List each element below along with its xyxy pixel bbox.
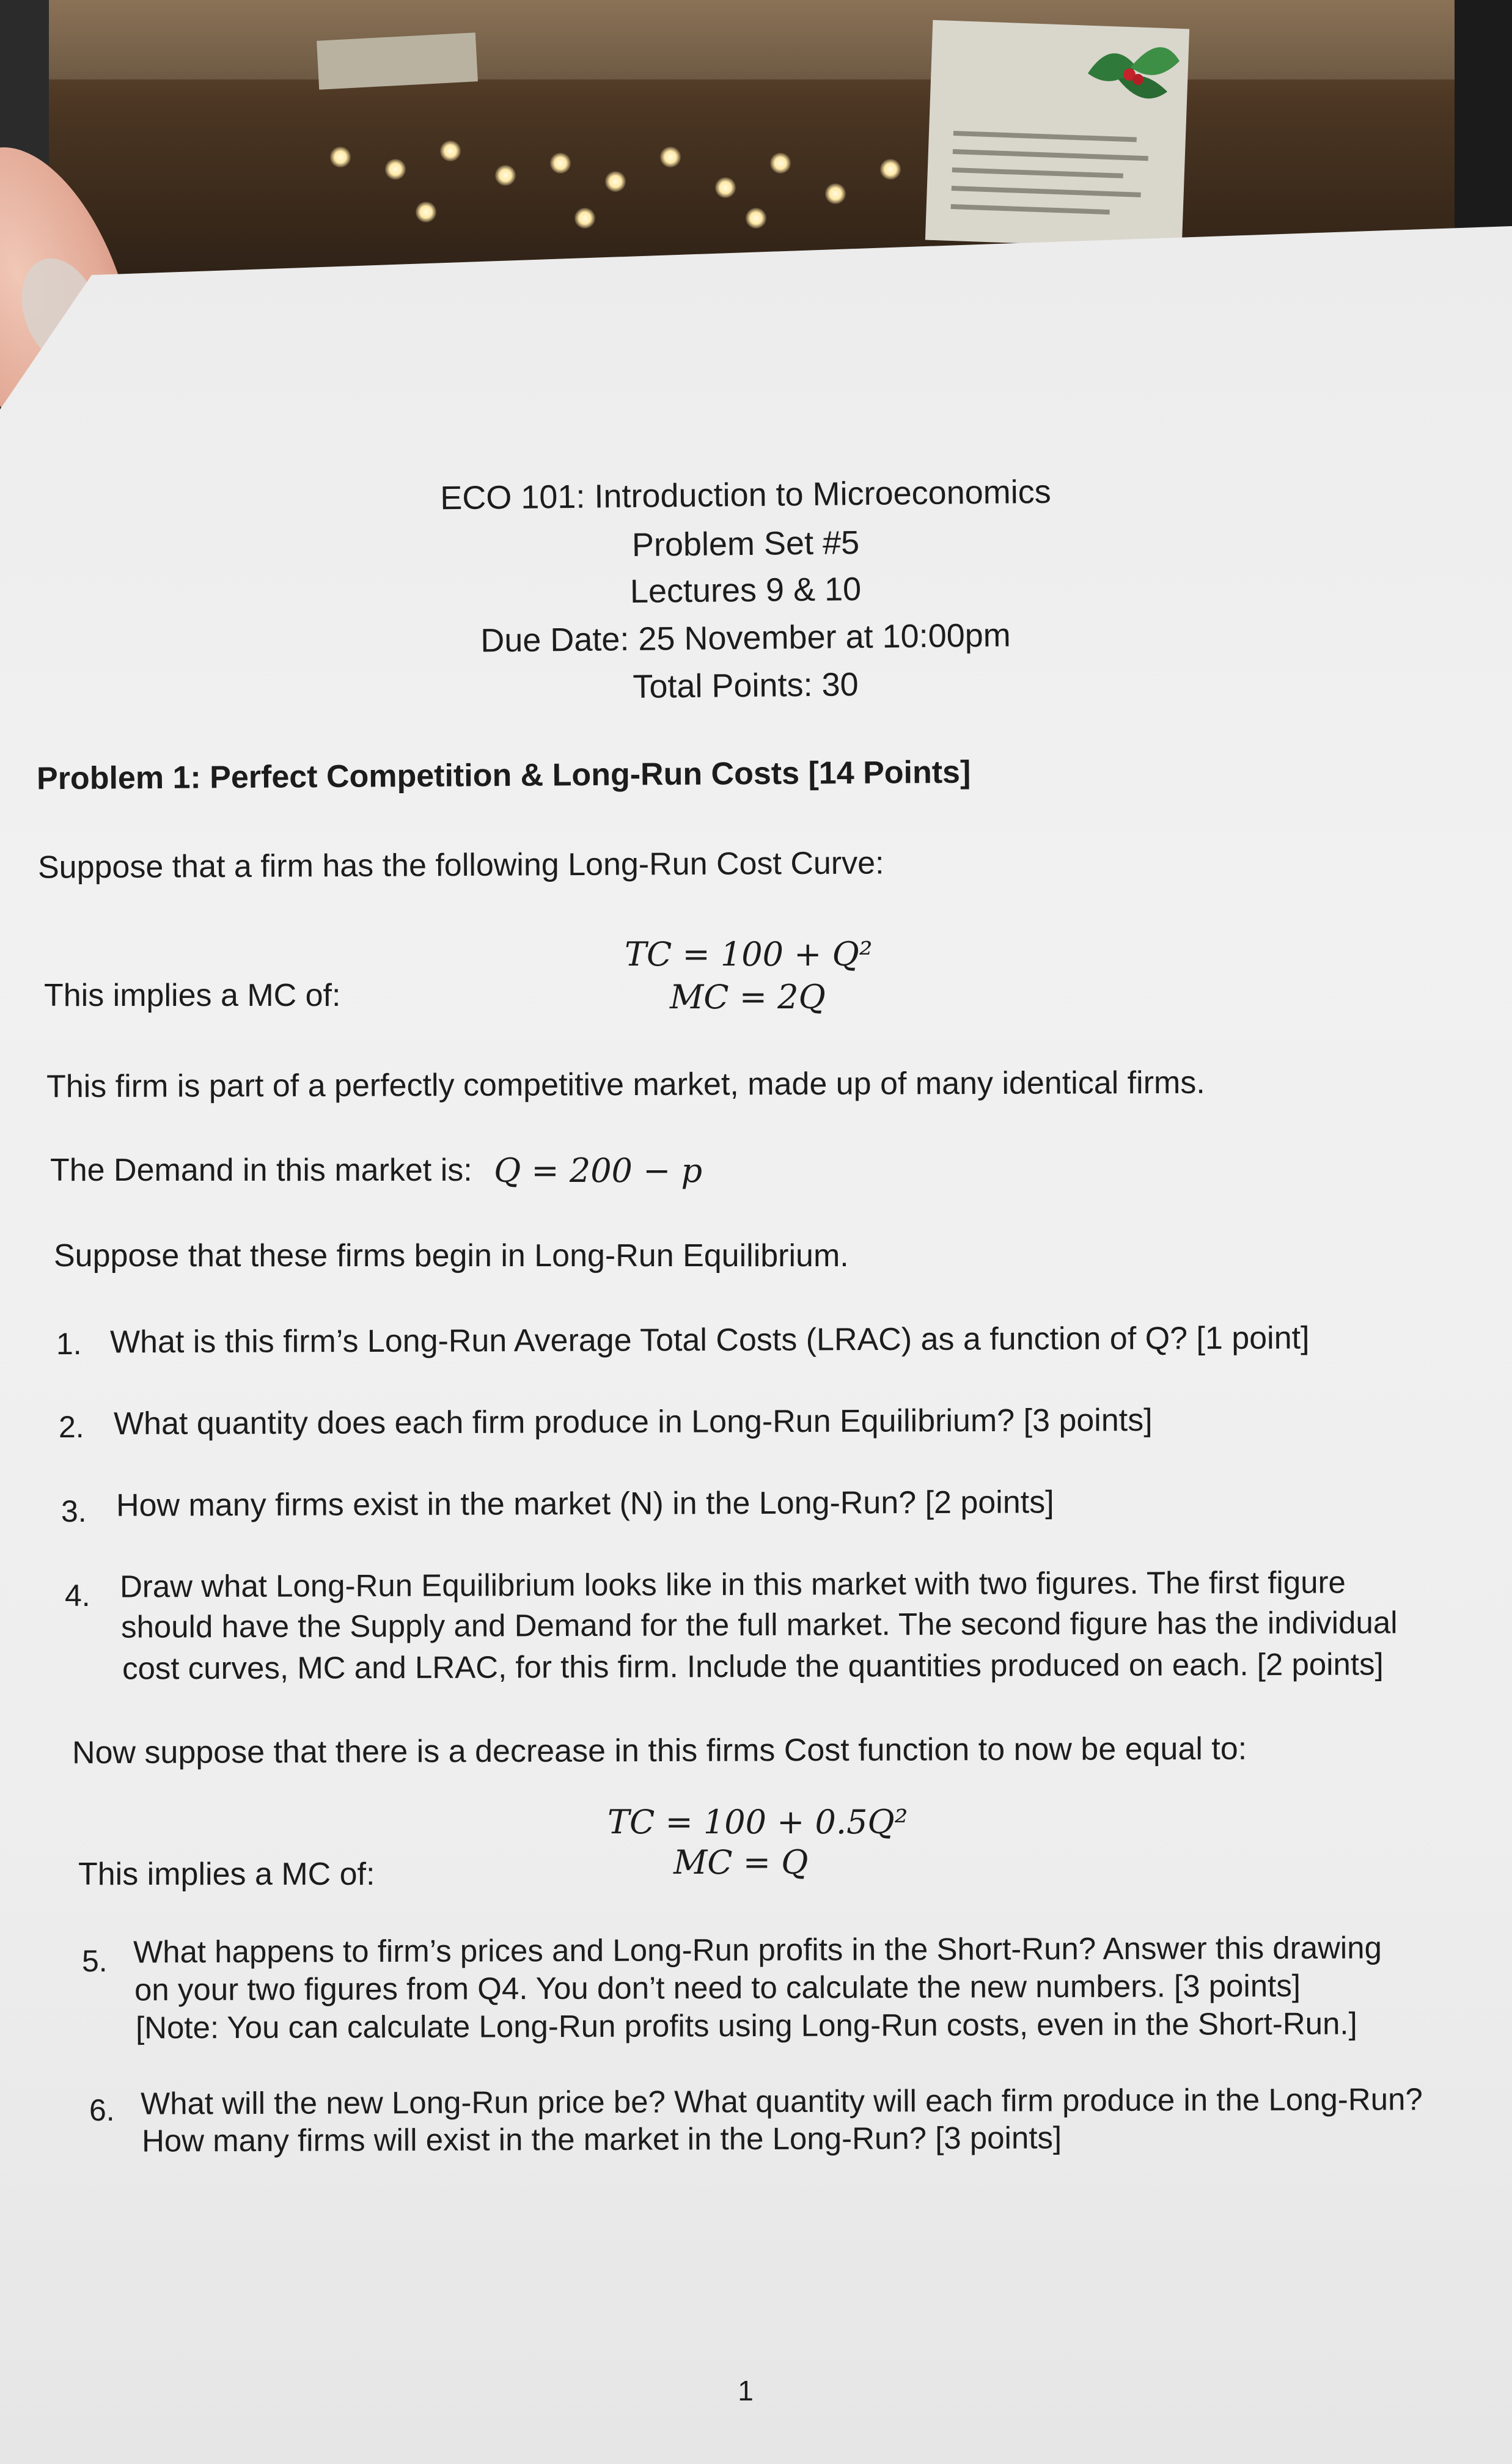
question-4-line-1: Draw what Long-Run Equilibrium looks like in this market with two figures. The first figure xyxy=(119,1564,1346,1604)
question-6-line-1: What will the new Long-Run price be? What quantity will each firm produce in the Long-Run? xyxy=(140,2081,1423,2121)
question-4-line-3: cost curves, MC and LRAC, for this firm. Include the quantities produced on each. [2 points] xyxy=(122,1646,1384,1686)
question-6-line-2: How many firms will exist in the market in the Long-Run? [3 points] xyxy=(141,2120,1062,2158)
string-lights xyxy=(318,128,990,238)
mc2-equation: MC = Q xyxy=(673,1843,809,1882)
question-number: 4. xyxy=(65,1579,90,1613)
question-2: What quantity does each firm produce in Long-Run Equilibrium? [3 points] xyxy=(113,1402,1153,1442)
intro-text: Suppose that a firm has the following Long-Run Cost Curve: xyxy=(37,845,884,886)
demand-label: The Demand in this market is: xyxy=(50,1153,472,1188)
mc2-label: This implies a MC of: xyxy=(78,1857,375,1892)
problem-title: Problem 1: Perfect Competition & Long-Run Costs [14 Points] xyxy=(36,754,971,797)
course-title: ECO 101: Introduction to Microeconomics xyxy=(439,473,1052,517)
question-5-line-1: What happens to firm’s prices and Long-Run profits in the Short-Run? Answer this drawing xyxy=(133,1930,1382,1970)
wood-shelf xyxy=(0,0,1512,79)
problem-set-label: Problem Set #5 xyxy=(631,524,860,563)
question-1: What is this firm’s Long-Run Average Total Costs (LRAC) as a function of Q? [1 point] xyxy=(109,1320,1310,1360)
total-points: Total Points: 30 xyxy=(633,666,859,705)
market-text: This firm is part of a perfectly competitive market, made up of many identical firms. xyxy=(46,1065,1205,1105)
question-5-line-3: [Note: You can calculate Long-Run profits using Long-Run costs, even in the Short-Run.] xyxy=(135,2006,1357,2045)
mc-label: This implies a MC of: xyxy=(44,978,341,1013)
question-5-line-2: on your two figures from Q4. You don’t need to calculate the new numbers. [3 points] xyxy=(134,1968,1301,2008)
holly-icon xyxy=(1076,24,1186,122)
question-4-line-2: should have the Supply and Demand for the full market. The second figure has the individual xyxy=(120,1605,1398,1645)
question-number: 3. xyxy=(61,1494,87,1528)
mc-equation: MC = 2Q xyxy=(670,978,826,1016)
question-number: 6. xyxy=(89,2093,115,2127)
question-number: 2. xyxy=(59,1410,84,1444)
due-date: Due Date: 25 November at 10:00pm xyxy=(480,617,1011,659)
question-number: 1. xyxy=(56,1327,82,1361)
question-number: 5. xyxy=(82,1944,108,1978)
page-number: 1 xyxy=(738,2375,754,2407)
decrease-text: Now suppose that there is a decrease in this firms Cost function to now be equal to: xyxy=(72,1731,1247,1771)
question-3: How many firms exist in the market (N) in the Long-Run? [2 points] xyxy=(116,1484,1054,1524)
background-sign xyxy=(317,32,478,89)
tc2-equation: TC = 100 + 0.5Q² xyxy=(607,1803,908,1841)
equilibrium-text: Suppose that these firms begin in Long-Run Equilibrium. xyxy=(54,1238,849,1274)
lectures-label: Lectures 9 & 10 xyxy=(629,571,862,610)
dark-object-right xyxy=(1455,0,1512,257)
tc-equation: TC = 100 + Q² xyxy=(625,935,873,974)
demand-equation: Q = 200 − p xyxy=(494,1151,703,1190)
